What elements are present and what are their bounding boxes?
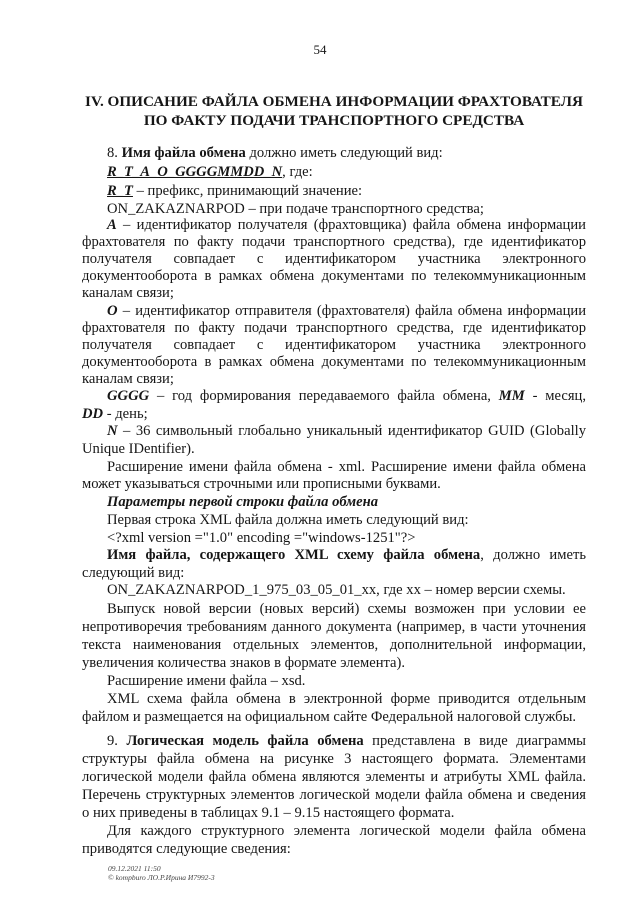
text: – префикс, принимающий значение: bbox=[132, 183, 363, 199]
guid-line-1 bbox=[107, 422, 586, 440]
code-term: O bbox=[107, 303, 118, 319]
sender-id-line-4: документооборота в рамках обмена документами по телекоммуникационным bbox=[82, 354, 586, 370]
extension-line-2: может указываться строчными или прописными буквами. bbox=[82, 476, 441, 492]
bold-term: Имя файла, содержащего XML схему файла обмена bbox=[107, 547, 481, 563]
receiver-id-line-1 bbox=[107, 216, 586, 234]
schema-extension: Расширение имени файла – xsd. bbox=[107, 673, 306, 689]
text: - месяц, bbox=[524, 388, 586, 404]
pattern-code: R_T_A_O_GGGGMMDD_N bbox=[107, 164, 283, 180]
xml-schema-line-1: XML схема файла обмена в электронной форме приводится отдельным bbox=[107, 691, 586, 707]
extension-line-1: Расширение имени файла обмена - xml. Расширение имени файла обмена bbox=[107, 459, 586, 475]
text: представлена в виде диаграммы bbox=[363, 733, 586, 749]
prefix-value: ON_ZAKAZNARPOD – при подаче транспортного средства; bbox=[107, 201, 484, 217]
guid-line-2: Unique IDentifier). bbox=[82, 441, 195, 457]
sender-id-line-1 bbox=[107, 302, 586, 320]
release-line-1: Выпуск новой версии (новых версий) схемы возможен при условии ее bbox=[107, 601, 586, 617]
code-term: A bbox=[107, 217, 117, 233]
release-line-2: непротиворечия требованиям данного документа (например, в части уточнения bbox=[82, 619, 586, 635]
paragraph-9-line-4: Перечень структурных элементов логической модели файла обмена и сведения bbox=[82, 787, 586, 803]
code-term: N bbox=[107, 423, 118, 439]
code-term: DD bbox=[82, 406, 104, 422]
first-line-params-heading: Параметры первой строки файла обмена bbox=[107, 494, 379, 510]
element-info-line-2: приводятся следующие сведения: bbox=[82, 841, 291, 857]
element-info-line-1: Для каждого структурного элемента логической модели файла обмена bbox=[107, 823, 586, 839]
bold-term: Имя файла обмена bbox=[121, 145, 246, 161]
schema-name-line-2: следующий вид: bbox=[82, 565, 185, 581]
receiver-id-line-4: документооборота в рамках обмена документами по телекоммуникационным bbox=[82, 268, 586, 284]
item-number: 9. bbox=[107, 733, 127, 749]
release-line-4: увеличения количества знаков в формате элемента). bbox=[82, 655, 406, 671]
sender-id-line-5: каналам связи; bbox=[82, 371, 174, 387]
code-term: GGGG bbox=[107, 388, 150, 404]
code-term: R_T bbox=[107, 183, 133, 199]
text: – идентификатор получателя (фрахтовщика) файла обмена информации bbox=[116, 217, 586, 233]
schema-name-value: ON_ZAKAZNARPOD_1_975_03_05_01_xx, где хх – номер версии схемы. bbox=[107, 582, 566, 598]
release-line-3: текста наименования отдельных элементов, дополнительной информации, bbox=[82, 637, 586, 653]
date-codes-line-2 bbox=[82, 405, 586, 423]
receiver-id-line-3: получателя совпадает с идентификатором участника электронного bbox=[82, 251, 586, 267]
date-codes-line-1 bbox=[107, 387, 586, 405]
paragraph-9-line-2: структуры файла обмена на рисунке 3 настоящего формата. Элементами bbox=[82, 751, 586, 767]
text: – 36 символьный глобально уникальный идентификатор GUID (Globally bbox=[117, 423, 586, 439]
bold-term: Логическая модель файла обмена bbox=[126, 733, 364, 749]
paragraph-9-line-1 bbox=[107, 732, 586, 750]
section-heading-line-1: IV. ОПИСАНИЕ ФАЙЛА ОБМЕНА ИНФОРМАЦИИ ФРАХТОВАТЕЛЯ bbox=[85, 93, 583, 110]
text: должно иметь следующий вид: bbox=[245, 145, 443, 161]
footer-timestamp: 09.12.2021 11:50 bbox=[108, 864, 161, 873]
text: , где: bbox=[282, 164, 313, 180]
text: – год формирования передаваемого файла обмена, bbox=[149, 388, 499, 404]
text: – идентификатор отправителя (фрахтователя) файла обмена информации bbox=[117, 303, 586, 319]
footer-copyright: © kompburo ЛО.Р.Ирина И7992-3 bbox=[108, 873, 215, 882]
receiver-id-line-2: фрахтователя по факту подачи транспортного средства), где идентификатор bbox=[82, 234, 586, 250]
receiver-id-line-5: каналам связи; bbox=[82, 285, 174, 301]
paragraph-9-line-3: логической модели файла обмена являются элементы и атрибуты XML файла. bbox=[82, 769, 586, 785]
paragraph-9-line-5: о них приведены в таблицах 9.1 – 9.15 настоящего формата. bbox=[82, 805, 455, 821]
schema-name-line-1 bbox=[107, 546, 586, 564]
page-number: 54 bbox=[313, 42, 327, 57]
xml-declaration: <?xml version ="1.0" encoding ="windows-1251"?> bbox=[107, 530, 416, 546]
sender-id-line-3: получателя совпадает с идентификатором участника электронного bbox=[82, 337, 586, 353]
xml-schema-line-2: файлом и размещается на официальном сайте Федеральной налоговой службы. bbox=[82, 709, 577, 725]
text: - день; bbox=[103, 406, 148, 422]
first-line-text: Первая строка XML файла должна иметь следующий вид: bbox=[107, 512, 469, 528]
prefix-definition bbox=[107, 182, 586, 200]
code-term: MM bbox=[498, 388, 525, 404]
item-number: 8. bbox=[107, 145, 122, 161]
text: , должно иметь bbox=[480, 547, 586, 563]
filename-pattern bbox=[107, 163, 586, 181]
paragraph-8-title bbox=[107, 144, 586, 162]
sender-id-line-2: фрахтователя по факту подачи транспортного средства, где идентификатор bbox=[82, 320, 586, 336]
section-heading-line-2: ПО ФАКТУ ПОДАЧИ ТРАНСПОРТНОГО СРЕДСТВА bbox=[143, 112, 525, 129]
